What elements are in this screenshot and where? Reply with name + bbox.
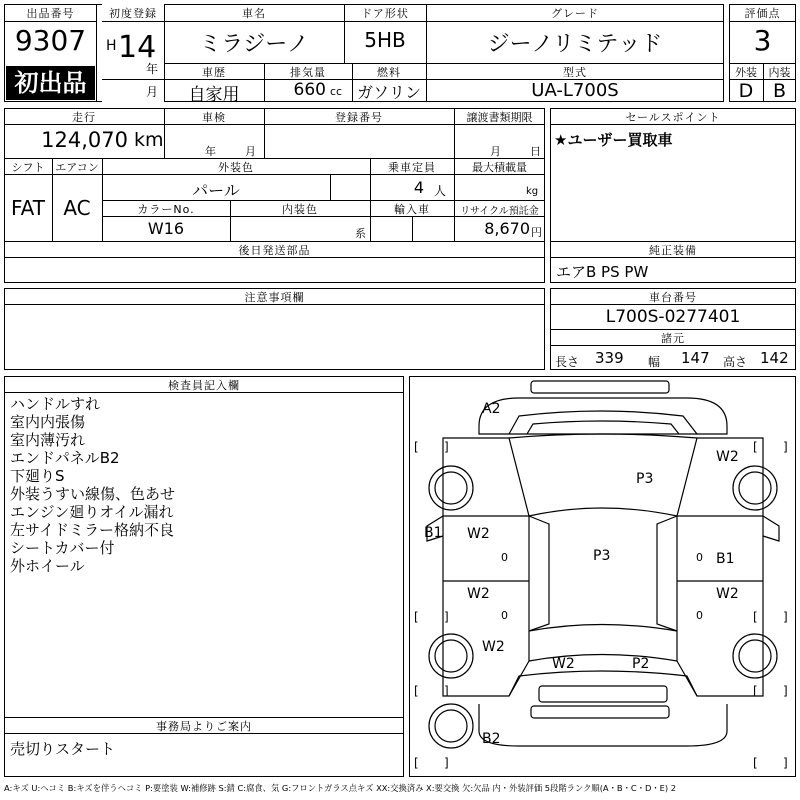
max-load-label: 最大積載量 [472,161,527,174]
inspector-label: 検査員記入欄 [168,379,240,392]
bracket: [ [753,440,758,454]
model-label: 型式 [563,66,587,79]
capacity-label: 乗車定員 [388,161,436,174]
inspector-note: 外装うすい線傷、色あせ [10,485,176,503]
car-diagram [409,376,796,777]
lot-number: 9307 [14,24,87,57]
first-reg-label: 初度登録 [109,7,157,20]
length-value: 339 [595,349,624,367]
mark-zero: 0 [696,609,703,622]
shift-value: FAT [10,196,45,220]
mark-zero: 0 [696,551,703,564]
sales-point-label: セールスポイント [625,111,721,124]
displacement-value: 660 [293,80,326,100]
color-no-value: W16 [147,219,185,238]
exterior-label: 外装 [735,66,757,79]
year-unit: 年 [146,62,159,76]
mark-w2-rear: W2 [552,656,575,672]
mark-b1-left: B1 [424,525,443,541]
legend: A:キズ U:ヘコミ B:キズを伴うヘコミ P:要塗装 W:補修跡 S:錆 C:腐食、気 G:フロントガラス点キズ XX:交換済み X:要交換 欠:欠品 内・外装評価 5段階ランク順(A・B・C・D・E) 2 [4,783,677,793]
bracket: ] [444,440,449,454]
chassis-number: L700S-0277401 [605,307,741,327]
bracket: [ [414,610,419,624]
inspector-note: 室内内張傷 [10,413,86,431]
int-color-unit: 系 [355,227,366,240]
bracket: [ [414,684,419,698]
int-color-label: 内装色 [282,203,318,216]
mark-p3-hood: P3 [636,471,654,487]
transfer-label: 譲渡書類期限 [466,111,533,124]
bracket: ] [444,610,449,624]
inspector-note: エンジン廻りオイル漏れ [10,503,174,521]
bracket: [ [753,684,758,698]
mark-w2-left-rear: W2 [482,639,505,655]
history-label: 車歴 [202,66,226,79]
ac-value: AC [63,196,91,220]
fuel-label: 燃料 [377,66,401,79]
later-parts-label: 後日発送部品 [238,244,311,257]
mark-w2-right-mid: W2 [716,586,739,602]
equipment-value: エアB PS PW [556,263,649,281]
bracket: ] [783,684,788,698]
mark-w2-left-mid: W2 [467,586,490,602]
mark-w2-left-front: W2 [467,526,490,542]
car-name: ミラジーノ [199,32,309,57]
mark-b2: B2 [482,731,501,747]
inspector-note: ハンドルすれ [10,395,101,413]
capacity-unit: 人 [434,184,447,198]
first-listing-badge: 初出品 [6,66,95,100]
height-value: 142 [760,349,789,367]
displacement-label: 排気量 [290,66,326,79]
ext-color-label: 外装色 [218,161,254,174]
inspector-note: エンドパネルB2 [10,449,120,467]
inspector-note: 下廻りS [10,467,65,485]
bracket: [ [414,756,419,770]
inspector-notes [10,395,175,575]
inspection-label: 車検 [202,111,226,124]
bracket: [ [414,440,419,454]
bracket: ] [783,756,788,770]
bracket: [ [753,756,758,770]
ac-label: エアコン [55,161,99,174]
inspector-note: 左サイドミラー格納不良 [10,521,174,539]
bracket: ] [783,610,788,624]
office-message: 売切りスタート [10,740,116,758]
inspector-note: シートカバー付 [10,539,115,557]
recycle-value: 8,670 [484,219,530,238]
inspection-month-unit: 月 [245,145,256,158]
month-unit: 月 [146,85,159,99]
door-value: 5HB [364,28,406,52]
sales-point-value: ★ユーザー買取車 [554,131,673,149]
max-load-unit: kg [526,186,539,197]
transfer-day-unit: 日 [530,145,541,158]
history-value: 自家用 [188,85,240,105]
grade-label: グレード [551,7,599,20]
ext-color-value: パール [192,181,240,200]
exterior-grade: D [738,80,754,102]
office-label: 事務局よりご案内 [156,720,252,733]
import-label: 輸入車 [394,203,430,216]
door-label: ドア形状 [361,7,409,20]
color-no-label: カラーNo. [137,203,195,216]
width-value: 147 [681,349,710,367]
mileage-unit: km [134,129,164,151]
recycle-label: リサイクル預託金 [460,206,539,217]
inspector-note: 室内薄汚れ [10,431,86,449]
car-name-label: 車名 [242,7,266,20]
mark-b1-right: B1 [716,551,735,567]
fuel-value: ガソリン [356,83,421,102]
grade-value: ジーノリミテッド [487,32,663,57]
length-label: 長さ [555,355,580,369]
bracket: ] [444,684,449,698]
width-label: 幅 [648,355,661,369]
inspection-year-unit: 年 [205,145,216,158]
lot-label: 出品番号 [26,7,75,20]
transfer-month-unit: 月 [490,145,501,158]
interior-grade: B [772,80,787,102]
era: H [106,38,117,54]
equipment-label: 純正装備 [649,244,697,257]
mark-a2: A2 [482,401,501,417]
score-label: 評価点 [744,7,781,20]
mark-zero: 0 [501,551,508,564]
model-value: UA-L700S [531,80,619,101]
bracket: [ [753,610,758,624]
capacity-value: 4 [413,178,424,197]
reg-no-label: 登録番号 [335,111,383,124]
mileage-label: 走行 [72,111,96,124]
shift-label: シフト [11,161,45,174]
mileage-value: 124,070 [41,128,128,152]
mark-zero: 0 [501,609,508,622]
bracket: ] [783,440,788,454]
year: 14 [118,30,157,65]
chassis-label: 車台番号 [649,291,697,304]
dims-label: 諸元 [661,332,685,345]
height-label: 高さ [723,355,748,369]
recycle-unit: 円 [531,226,542,239]
notice-label: 注意事項欄 [244,291,305,304]
bracket: ] [444,756,449,770]
inspector-note: 外ホイール [10,557,85,575]
interior-label: 内装 [768,66,791,79]
mark-p3-roof: P3 [593,548,611,564]
score-value: 3 [753,24,772,57]
displacement-unit: cc [330,85,343,98]
mark-p2-rear: P2 [632,656,650,672]
mark-w2-right-front: W2 [716,449,739,465]
